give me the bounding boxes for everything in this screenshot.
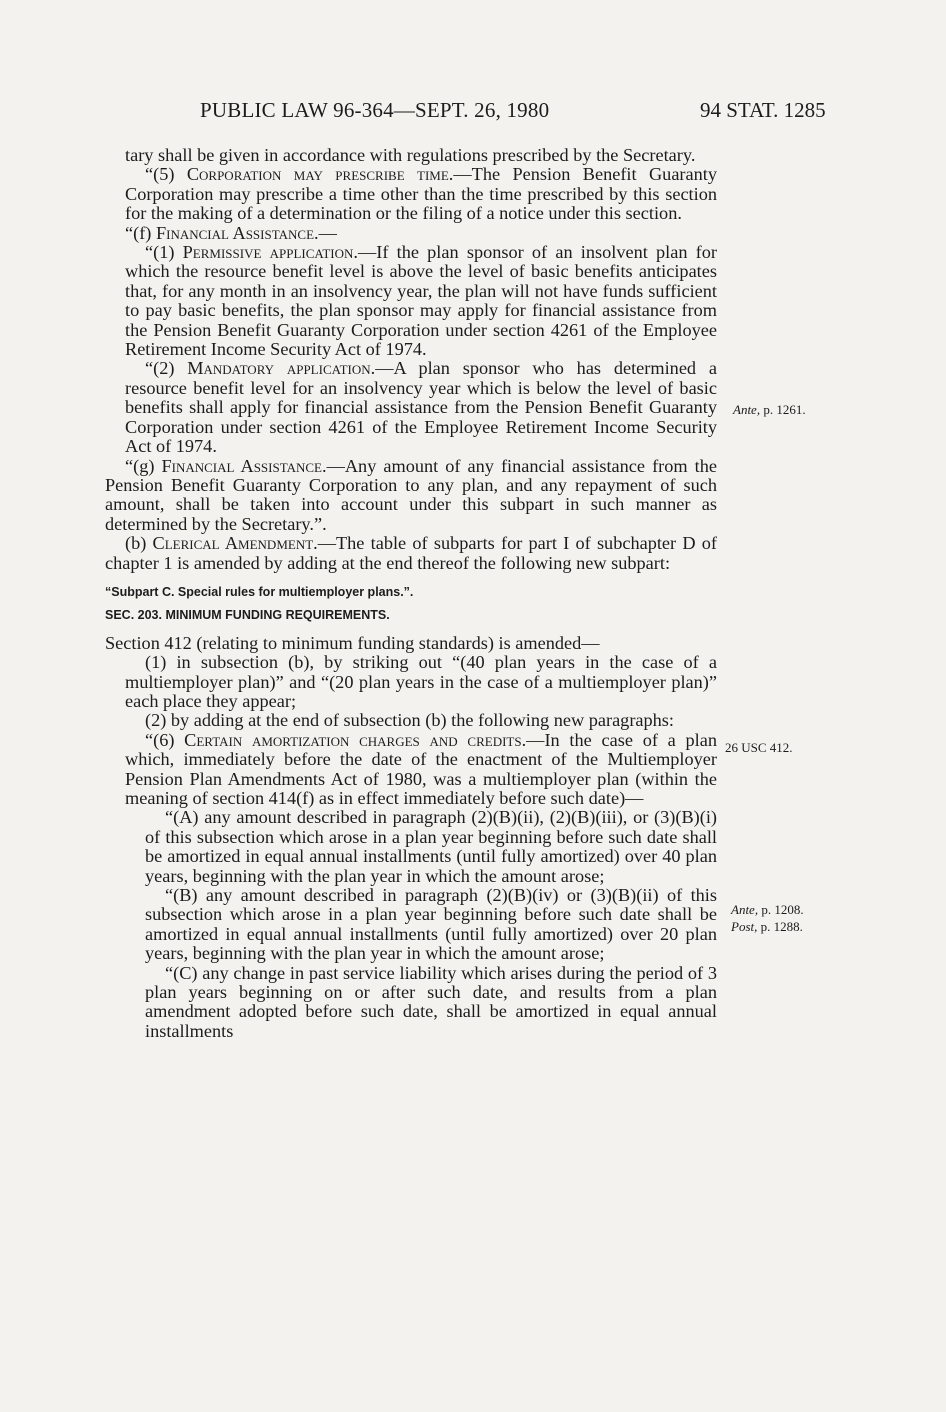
clause-2: (2) by adding at the end of subsection (b) the following new paragraphs: [145,710,674,731]
subpart-title: “Subpart C. Special rules for multiemployer plans.”. [105,584,414,599]
margin-note-ante-1208: Ante, p. 1208. [731,902,804,917]
clause-1: (1) in subsection (b), by striking out “(40 plan years in the case of a multiemployer plan)” and “(20 plan years in the case of a multiemployer plan)” each place they appear; [125,652,717,711]
subparagraph-b: “(B) any amount described in paragraph (2)(B)(iv) or (3)(B)(ii) of this subsection which arose in a plan year beginning before such date shall be amortized in equal annual installments (until fully amortized) over 20 plan years, beginning with the plan year in which the amount arose; [145,885,717,964]
margin-note-ante-1261: Ante, p. 1261. [733,402,806,417]
margin-note-usc-412: 26 USC 412. [725,740,793,755]
subparagraph-a: “(A) any amount described in paragraph (2)(B)(ii), (2)(B)(iii), or (3)(B)(i) of this subsection which arose in a plan year beginning before such date shall be amortized in equal annual installments (until fully amortized) over 40 plan years, beginning with the plan year in which the amount arose; [145,807,717,886]
paragraph-heading: Mandatory application. [187,358,376,379]
paragraph-6: “(6) Certain amortization charges and credits.—In the case of a plan which, immediately before the date of the enactment of the Multiemployer Pension Plan Amendments Act of 1980, was a multiemployer plan (within the meaning of section 414(f) as in effect immediately before such date)— [125,729,717,808]
paragraph-heading: Corporation may prescribe time. [186,164,454,185]
paragraph-continuation: tary shall be given in accordance with regulations prescribed by the Secretary. [125,145,696,165]
paragraph-5: “(5) Corporation may prescribe time.—The Pension Benefit Guaranty Corporation may prescribe a time other than the time prescribed by this section for the making of a determination or the filing of a notice under this section. [125,164,717,224]
paragraph-heading: Certain amortization charges and credits. [184,729,527,750]
page-header [0,98,946,128]
section-intro: Section 412 (relating to minimum funding standards) is amended— [105,632,600,653]
section-heading: SEC. 203. MINIMUM FUNDING REQUIREMENTS. [105,608,390,623]
paragraph-heading: Clerical Amendment. [152,533,318,554]
paragraph-heading: Financial Assistance. [155,222,319,243]
subsection-b-clerical: (b) Clerical Amendment.—The table of subparts for part I of subchapter D of chapter 1 is amended by adding at the end thereof the following new subpart: [105,533,718,573]
paragraph-f2: “(2) Mandatory application.—A plan sponsor who has determined a resource benefit level for an insolvency year which is below the level of basic benefits shall apply for financial assistance from the Pension Benefit Guaranty Corporation under section 4261 of the Employee Retirement Income Security Act of 1974. [125,358,717,457]
body-text [105,146,717,1041]
header-law-citation: PUBLIC LAW 96-364—SEPT. 26, 1980 [200,98,550,122]
paragraph-f1: “(1) Permissive application.—If the plan sponsor of an insolvent plan for which the resource benefit level is above the level of basic benefits anticipates that, for any month in an insolvency year, the plan will not have funds sufficient to pay basic benefits, the plan sponsor may apply for financial assistance from the Pension Benefit Guaranty Corporation under section 4261 of the Employee Retirement Income Security Act of 1974. [125,242,717,360]
subsection-f: “(f) Financial Assistance.— [125,222,337,243]
subparagraph-c: “(C) any change in past service liability which arises during the period of 3 plan years beginning on or after such date, and results from a plan amendment adopted before such date, shall be amortized in equal annual installments [145,962,717,1041]
paragraph-heading: Permissive application. [182,242,358,263]
paragraph-heading: Financial Assistance. [161,455,327,476]
margin-note-post-1288: Post, p. 1288. [731,919,803,934]
header-statute-page: 94 STAT. 1285 [700,98,826,122]
subsection-g: “(g) Financial Assistance.—Any amount of any financial assistance from the Pension Benefit Guaranty Corporation to any plan, and any repayment of such amount, shall be taken into account under this subpart in such manner as determined by the Secretary.”. [105,455,717,534]
